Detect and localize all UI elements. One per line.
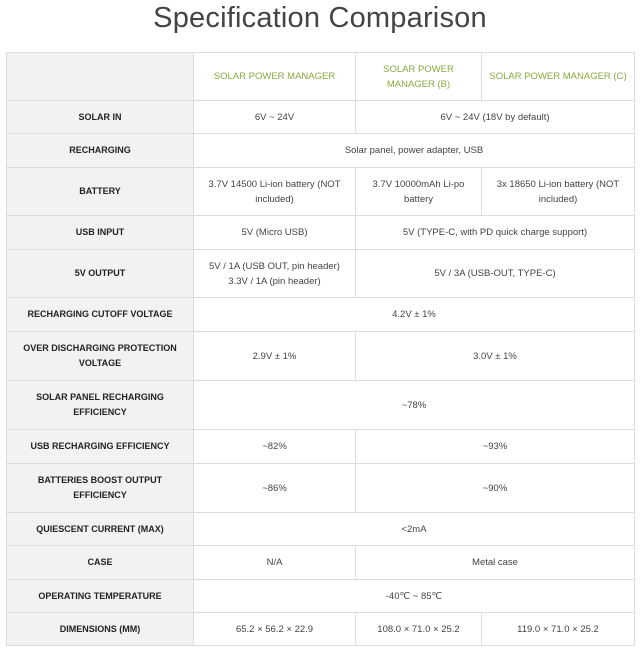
- column-header-solar-power-manager-b: SOLAR POWER MANAGER (B): [356, 53, 482, 101]
- table-row-operating-temperature: [7, 580, 635, 613]
- table-row-case: [7, 546, 635, 580]
- table-row-recharging: [7, 134, 635, 168]
- page-title: Specification Comparison: [153, 2, 487, 34]
- table-cell: 5V (Micro USB): [194, 216, 356, 250]
- row-label-over-discharging-protection-voltage: OVER DISCHARGING PROTECTION VOLTAGE: [7, 332, 194, 381]
- table-row-recharging-cutoff-voltage: [7, 298, 635, 332]
- row-label-batteries-boost-output-efficiency: BATTERIES BOOST OUTPUT EFFICIENCY: [7, 464, 194, 513]
- table-cell: Metal case: [356, 546, 635, 580]
- table-cell: ~78%: [194, 381, 635, 430]
- table-row-battery: [7, 168, 635, 216]
- table-cell: 3x 18650 Li-ion battery (NOT included): [482, 168, 635, 216]
- table-cell: 108.0 × 71.0 × 25.2: [356, 613, 482, 646]
- table-row-solar-in: [7, 101, 635, 134]
- table-cell: 119.0 × 71.0 × 25.2: [482, 613, 635, 646]
- cell-line: 5V / 1A (USB OUT, pin header): [209, 260, 340, 272]
- column-header-solar-power-manager-c: SOLAR POWER MANAGER (C): [482, 53, 635, 101]
- table-cell: 3.7V 14500 Li-ion battery (NOT included): [194, 168, 356, 216]
- row-label-operating-temperature: OPERATING TEMPERATURE: [7, 580, 194, 613]
- table-cell: [194, 250, 356, 298]
- table-row-5v-output: [7, 250, 635, 298]
- table-cell: ~93%: [356, 430, 635, 464]
- row-label-recharging: RECHARGING: [7, 134, 194, 168]
- table-cell: -40℃ ~ 85℃: [194, 580, 635, 613]
- table-cell: 2.9V ± 1%: [194, 332, 356, 381]
- table-row-dimensions: [7, 613, 635, 646]
- table-cell: 65.2 × 56.2 × 22.9: [194, 613, 356, 646]
- table-row-over-discharging-protection-voltage: [7, 332, 635, 381]
- table-cell: N/A: [194, 546, 356, 580]
- row-label-usb-recharging-efficiency: USB RECHARGING EFFICIENCY: [7, 430, 194, 464]
- table-row-solar-panel-recharging-efficiency: [7, 381, 635, 430]
- table-row-usb-recharging-efficiency: [7, 430, 635, 464]
- row-label-dimensions: DIMENSIONS (MM): [7, 613, 194, 646]
- table-cell: 5V (TYPE-C, with PD quick charge support): [356, 216, 635, 250]
- table-row-usb-input: [7, 216, 635, 250]
- header-corner-cell: [7, 53, 194, 101]
- table-cell: 5V / 3A (USB-OUT, TYPE-C): [356, 250, 635, 298]
- row-label-case: CASE: [7, 546, 194, 580]
- column-header-solar-power-manager: SOLAR POWER MANAGER: [194, 53, 356, 101]
- table-cell: Solar panel, power adapter, USB: [194, 134, 635, 168]
- table-cell: 6V ~ 24V (18V by default): [356, 101, 635, 134]
- table-row-quiescent-current: [7, 513, 635, 546]
- table-row-batteries-boost-output-efficiency: [7, 464, 635, 513]
- row-label-solar-in: SOLAR IN: [7, 101, 194, 134]
- table-cell: ~86%: [194, 464, 356, 513]
- row-label-solar-panel-recharging-efficiency: SOLAR PANEL RECHARGING EFFICIENCY: [7, 381, 194, 430]
- table-cell: ~82%: [194, 430, 356, 464]
- row-label-quiescent-current: QUIESCENT CURRENT (MAX): [7, 513, 194, 546]
- table-cell: 3.0V ± 1%: [356, 332, 635, 381]
- table-cell: 3.7V 10000mAh Li-po battery: [356, 168, 482, 216]
- cell-line: 3.3V / 1A (pin header): [228, 275, 321, 287]
- row-label-battery: BATTERY: [7, 168, 194, 216]
- table-header-row: [7, 53, 635, 101]
- table-cell: 6V ~ 24V: [194, 101, 356, 134]
- table-cell: ~90%: [356, 464, 635, 513]
- table-cell: 4.2V ± 1%: [194, 298, 635, 332]
- spec-comparison-table: [6, 52, 635, 646]
- row-label-usb-input: USB INPUT: [7, 216, 194, 250]
- table-cell: <2mA: [194, 513, 635, 546]
- row-label-5v-output: 5V OUTPUT: [7, 250, 194, 298]
- row-label-recharging-cutoff-voltage: RECHARGING CUTOFF VOLTAGE: [7, 298, 194, 332]
